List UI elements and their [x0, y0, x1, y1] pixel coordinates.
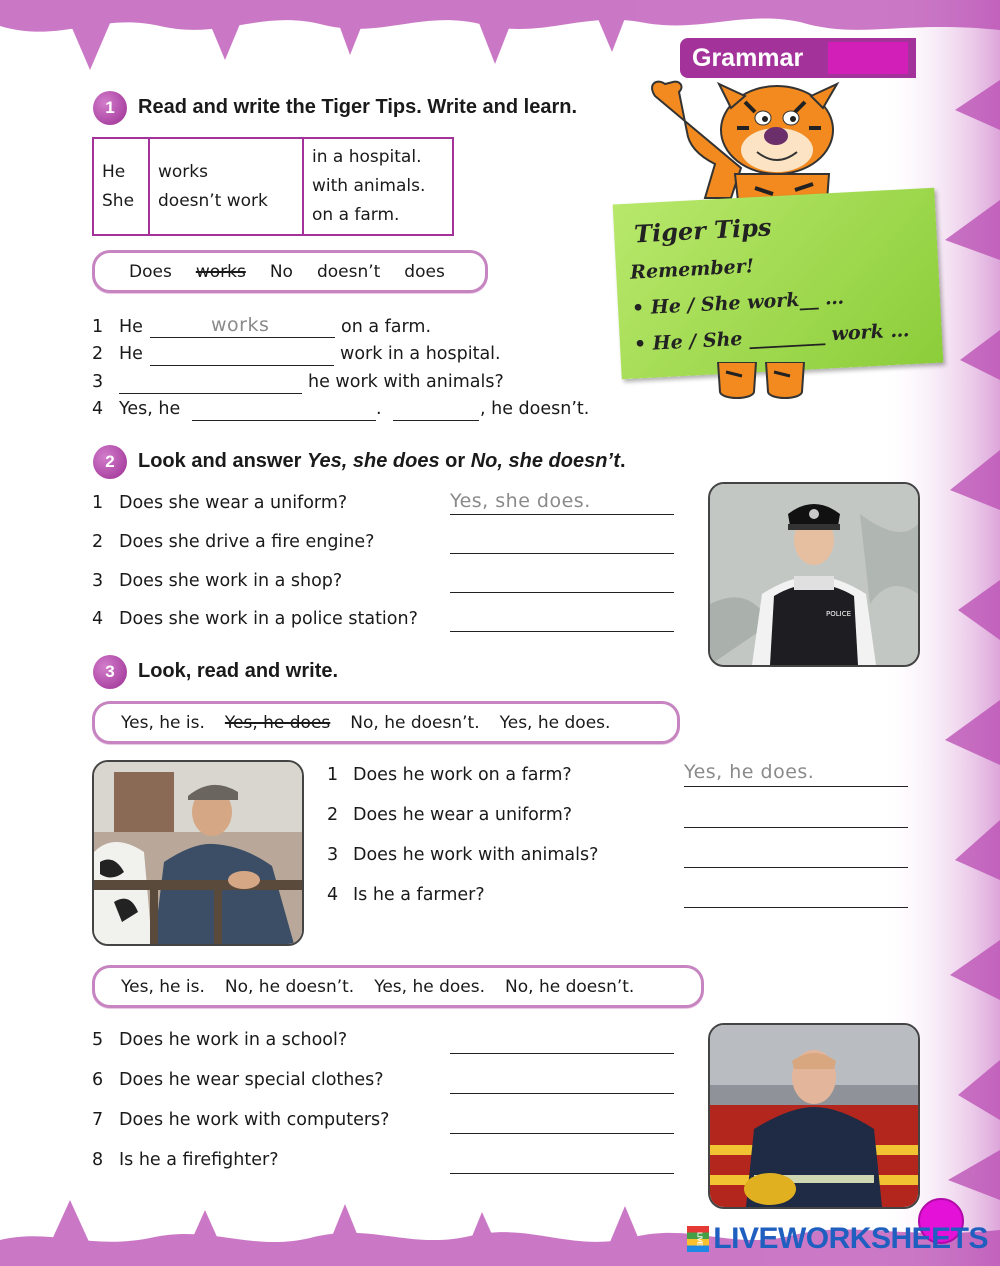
- phrase-yes-he-is-2: Yes, he is.: [121, 976, 205, 997]
- phrase-no-he-doesnt-2: No, he doesn’t.: [224, 976, 355, 997]
- farmer-figure: [94, 762, 302, 944]
- ex3-item-1-number: 1: [327, 765, 339, 785]
- word-doesnt: doesn’t: [316, 261, 381, 282]
- ex3-item-6-number: 6: [92, 1070, 104, 1090]
- ex3-item-8-question: Is he a firefighter?: [119, 1150, 279, 1170]
- word-works-crossed: works: [195, 261, 246, 282]
- tiger-tips-note: [613, 188, 944, 380]
- ex3-item-2-question: Does he wear a uniform?: [353, 805, 573, 825]
- exercise-2-title-end: .: [620, 450, 626, 472]
- ex3-item-5-number: 5: [92, 1030, 104, 1050]
- ex2-item-4-number: 4: [92, 609, 104, 629]
- word-does-capital: Does: [129, 261, 172, 282]
- exercise-1-number: 1: [93, 91, 127, 125]
- ex1-item-3-after: he work with animals?: [308, 372, 504, 392]
- verb-doesnt-work: doesn’t work: [158, 190, 268, 211]
- verb-works: works: [158, 161, 208, 182]
- ex3-item-5-answer-line[interactable]: [450, 1031, 674, 1054]
- ex2-item-4-answer-line[interactable]: [450, 609, 674, 632]
- ex2-item-2-answer-line[interactable]: [450, 531, 674, 554]
- police-badge-text: POLICE: [826, 610, 852, 618]
- word-box-2: [92, 701, 680, 744]
- ex1-item-4-blank-a[interactable]: [192, 399, 376, 421]
- ex3-item-8-answer-line[interactable]: [450, 1151, 674, 1174]
- word-box-1: [92, 250, 488, 293]
- ex1-item-4-number: 4: [92, 399, 104, 419]
- ex3-item-7-number: 7: [92, 1110, 104, 1130]
- logo-badge-icon: LIVE: [687, 1226, 709, 1252]
- ex3-item-8-number: 8: [92, 1150, 104, 1170]
- word-no: No: [269, 261, 293, 282]
- exercise-2-title-em2: No, she doesn’t: [470, 450, 620, 472]
- ex3-item-4-answer-line[interactable]: [684, 885, 908, 908]
- ex2-item-3-question: Does she work in a shop?: [119, 571, 343, 591]
- ex1-item-2-blank[interactable]: [150, 344, 334, 366]
- place-cell: [303, 138, 453, 235]
- ex2-item-1-answer: Yes, she does.: [450, 490, 591, 512]
- word-box-3: [92, 965, 704, 1008]
- tiger-tips-tip-2: • He / She ________ work …: [633, 319, 910, 356]
- police-officer-photo: [708, 482, 920, 667]
- ex1-item-4-blank-b[interactable]: [393, 399, 479, 421]
- subject-cell: [93, 138, 149, 235]
- place-animals: with animals.: [312, 176, 426, 196]
- ex1-item-4-before: Yes, he: [119, 399, 181, 419]
- ex1-item-1-before: He: [119, 317, 143, 337]
- ex3-item-2-number: 2: [327, 805, 339, 825]
- exercise-2-title-start: Look and answer: [138, 450, 307, 472]
- tiger-tips-title: Tiger Tips: [633, 212, 773, 249]
- exercise-2-title-mid: or: [439, 450, 471, 472]
- ex3-item-1-question: Does he work on a farm?: [353, 765, 572, 785]
- exercise-2-title: [138, 450, 626, 473]
- ex1-item-1-answer: works: [211, 314, 270, 336]
- ex3-item-3-number: 3: [327, 845, 339, 865]
- ex2-item-3-answer-line[interactable]: [450, 570, 674, 593]
- ex1-item-2-before: He: [119, 344, 143, 364]
- grammar-tab-label: Grammar: [692, 43, 804, 72]
- tiger-tips-tip-1: • He / She work__ …: [631, 286, 845, 320]
- grammar-tab: [680, 38, 916, 78]
- grammar-tab-swatch: [828, 42, 908, 74]
- firefighter-photo: [708, 1023, 920, 1209]
- phrase-yes-he-does-2: Yes, he does.: [374, 976, 486, 997]
- firefighter-figure: [710, 1025, 918, 1207]
- ex3-item-6-answer-line[interactable]: [450, 1071, 674, 1094]
- ex3-item-5-question: Does he work in a school?: [119, 1030, 348, 1050]
- exercise-2-number: 2: [93, 445, 127, 479]
- tiger-feet: [712, 362, 808, 400]
- tiger-tips-remember: Remember!: [629, 255, 755, 284]
- ex1-item-1-after: on a farm.: [341, 317, 432, 337]
- ex3-item-7-answer-line[interactable]: [450, 1111, 674, 1134]
- ex1-item-4-period: .: [376, 399, 382, 419]
- ex2-item-4-question: Does she work in a police station?: [119, 609, 418, 629]
- ex3-item-6-question: Does he wear special clothes?: [119, 1070, 384, 1090]
- phrase-yes-he-is: Yes, he is.: [121, 712, 205, 733]
- ex2-item-2-number: 2: [92, 532, 104, 552]
- ex3-item-1-answer: Yes, he does.: [684, 761, 815, 783]
- place-farm: on a farm.: [312, 205, 400, 225]
- ex1-item-3-number: 3: [92, 372, 104, 392]
- ex1-item-4-after: , he doesn’t.: [480, 399, 590, 419]
- ex1-item-2-after: work in a hospital.: [340, 344, 501, 364]
- verb-cell: [149, 138, 303, 235]
- ex3-item-3-question: Does he work with animals?: [353, 845, 599, 865]
- word-does: does: [404, 261, 445, 282]
- place-hospital: in a hospital.: [312, 147, 422, 167]
- ex2-item-2-question: Does she drive a fire engine?: [119, 532, 375, 552]
- farmer-photo: [92, 760, 304, 946]
- ex1-item-1-number: 1: [92, 317, 104, 337]
- ex2-item-1-question: Does she wear a uniform?: [119, 493, 348, 513]
- exercise-1-title: Read and write the Tiger Tips. Write and learn.: [138, 96, 577, 118]
- exercise-3-title: Look, read and write.: [138, 660, 339, 682]
- ex3-item-2-answer-line[interactable]: [684, 805, 908, 828]
- ex3-item-4-question: Is he a farmer?: [353, 885, 485, 905]
- ex2-item-1-number: 1: [92, 493, 104, 513]
- phrase-yes-he-does: Yes, he does.: [499, 712, 611, 733]
- ex3-item-4-number: 4: [327, 885, 339, 905]
- ex1-item-3-blank[interactable]: [119, 372, 302, 394]
- phrase-no-he-doesnt: No, he doesn’t.: [350, 712, 480, 733]
- phrase-no-he-doesnt-3: No, he doesn’t.: [505, 976, 635, 997]
- ex1-item-2-number: 2: [92, 344, 104, 364]
- logo-text: LIVEWORKSHEETS: [713, 1222, 988, 1255]
- phrase-yes-he-does-crossed: Yes, he does: [224, 712, 331, 733]
- police-officer-figure: [710, 484, 918, 665]
- subject-she: She: [102, 190, 135, 211]
- ex3-item-3-answer-line[interactable]: [684, 845, 908, 868]
- ex3-item-7-question: Does he work with computers?: [119, 1110, 390, 1130]
- grammar-table: [92, 137, 454, 236]
- liveworksheets-logo[interactable]: [687, 1222, 988, 1256]
- exercise-2-title-em1: Yes, she does: [306, 450, 440, 472]
- subject-he: He: [102, 161, 126, 182]
- ex2-item-3-number: 3: [92, 571, 104, 591]
- exercise-3-number: 3: [93, 655, 127, 689]
